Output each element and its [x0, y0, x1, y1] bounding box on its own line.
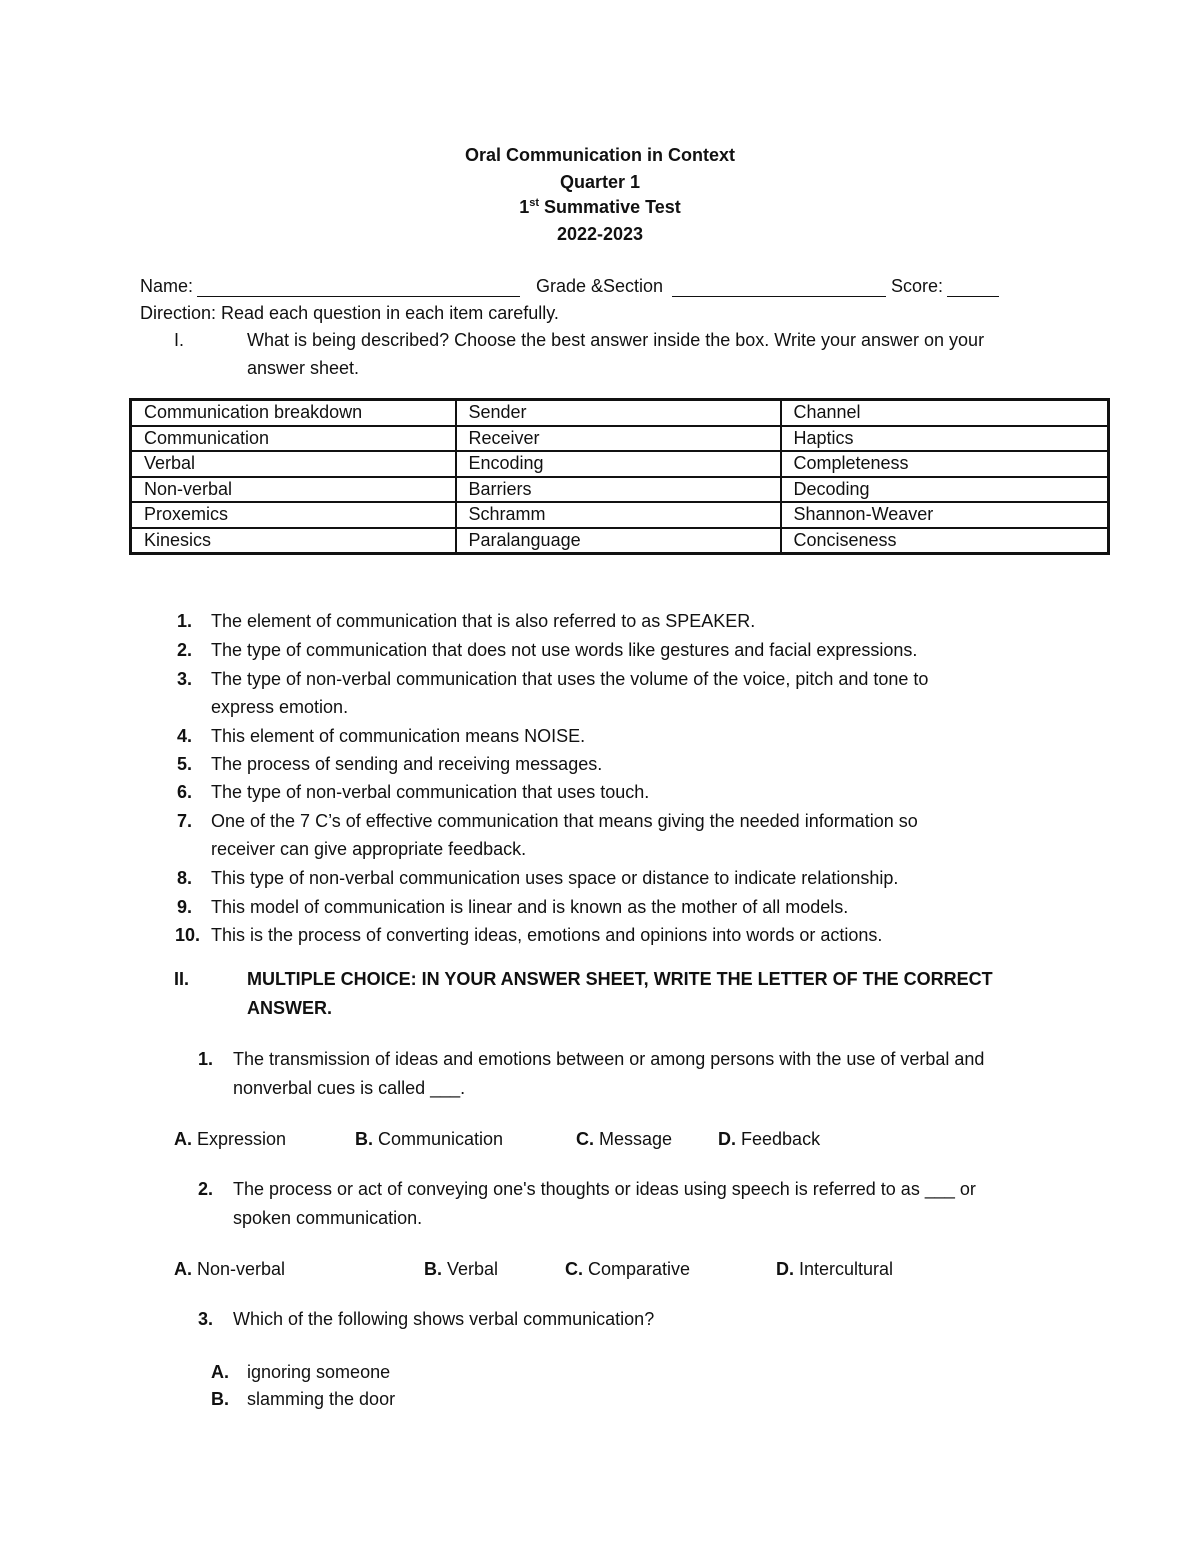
choice-text: Comparative: [588, 1259, 691, 1279]
name-label: Name:: [140, 276, 194, 296]
choice-text: Intercultural: [799, 1259, 894, 1279]
choice-c[interactable]: [576, 1129, 672, 1150]
item-text: The type of non-verbal communication that uses touch.: [211, 782, 650, 802]
test-ordinal: 1: [519, 197, 530, 217]
item-number: 2.: [176, 640, 192, 660]
table-cell: Encoding: [456, 451, 781, 477]
choice-letter: A.: [174, 1259, 192, 1279]
part2-instruction-line2: ANSWER.: [247, 998, 332, 1018]
answer-choices-table: [129, 398, 1110, 555]
score-blank[interactable]: [947, 296, 999, 297]
table-row: [131, 502, 1109, 528]
item-text: The type of non-verbal communication that uses the volume of the voice, pitch and tone to: [211, 669, 929, 689]
table-cell: Schramm: [456, 502, 781, 528]
direction-text: Direction: Read each question in each item carefully.: [140, 303, 559, 323]
test-name: Summative Test: [544, 197, 681, 217]
item-text-continued: receiver can give appropriate feedback.: [211, 839, 527, 859]
table-cell: Kinesics: [131, 528, 456, 554]
choice-letter: B.: [424, 1259, 442, 1279]
choice-b[interactable]: [424, 1259, 498, 1280]
table-cell: Haptics: [781, 426, 1109, 452]
school-year: 2022-2023: [556, 224, 644, 244]
choice-text: Communication: [378, 1129, 504, 1149]
quarter-label: Quarter 1: [559, 172, 641, 192]
question-text: The transmission of ideas and emotions between or among persons with the use of verbal and: [233, 1049, 985, 1069]
choice-a[interactable]: [211, 1362, 390, 1383]
item-text: This type of non-verbal communication uses space or distance to indicate relationship.: [211, 868, 899, 888]
table-row: [131, 400, 1109, 426]
document-title: Oral Communication in Context: [464, 145, 736, 165]
choice-letter: C.: [576, 1129, 594, 1149]
item-number: 10.: [174, 925, 200, 945]
table-row: [131, 477, 1109, 503]
table-cell: Sender: [456, 400, 781, 426]
choice-b[interactable]: [355, 1129, 503, 1150]
choice-letter: C.: [565, 1259, 583, 1279]
part1-instruction-line2: answer sheet.: [247, 358, 360, 378]
question-number: 1.: [197, 1049, 213, 1069]
name-blank[interactable]: [197, 296, 520, 297]
table-cell: Barriers: [456, 477, 781, 503]
question-number: 2.: [197, 1179, 213, 1199]
item-number: 5.: [176, 754, 192, 774]
grade-section-blank[interactable]: [672, 296, 886, 297]
choice-text: Verbal: [447, 1259, 499, 1279]
choice-text: Message: [599, 1129, 673, 1149]
item-number: 3.: [176, 669, 192, 689]
item-number: 7.: [176, 811, 192, 831]
table-cell: Non-verbal: [131, 477, 456, 503]
item-text: This model of communication is linear and is known as the mother of all models.: [211, 897, 849, 917]
choice-a[interactable]: [174, 1259, 285, 1280]
score-label: Score:: [891, 276, 944, 296]
choice-letter: B.: [211, 1389, 229, 1409]
choice-letter: D.: [776, 1259, 794, 1279]
choice-letter: B.: [355, 1129, 373, 1149]
choice-text: Non-verbal: [197, 1259, 286, 1279]
table-cell: Proxemics: [131, 502, 456, 528]
choice-b[interactable]: [211, 1389, 395, 1410]
table-cell: Decoding: [781, 477, 1109, 503]
table-cell: Verbal: [131, 451, 456, 477]
item-text-continued: express emotion.: [211, 697, 349, 717]
table-cell: Receiver: [456, 426, 781, 452]
test-ordinal-suffix: st: [529, 197, 540, 209]
item-text: This is the process of converting ideas, emotions and opinions into words or actions.: [211, 925, 883, 945]
item-number: 8.: [176, 868, 192, 888]
part2-instruction-line1: MULTIPLE CHOICE: IN YOUR ANSWER SHEET, WRITE THE LETTER OF THE CORRECT: [247, 969, 993, 989]
table-row: [131, 451, 1109, 477]
item-text: The type of communication that does not use words like gestures and facial expressions.: [211, 640, 918, 660]
choice-d[interactable]: [718, 1129, 820, 1150]
item-text: The process of sending and receiving messages.: [211, 754, 603, 774]
item-text: This element of communication means NOISE.: [211, 726, 586, 746]
part1-numeral: I.: [174, 330, 185, 350]
question-text-continued: nonverbal cues is called ___.: [233, 1078, 466, 1098]
table-cell: Communication: [131, 426, 456, 452]
table-cell: Channel: [781, 400, 1109, 426]
question-number: 3.: [197, 1309, 213, 1329]
table-cell: Shannon-Weaver: [781, 502, 1109, 528]
table-cell: Conciseness: [781, 528, 1109, 554]
item-number: 1.: [176, 611, 192, 631]
table-row: [131, 528, 1109, 554]
table-cell: Communication breakdown: [131, 400, 456, 426]
question-text: The process or act of conveying one's thoughts or ideas using speech is referred to as ___ or: [233, 1179, 976, 1199]
test-label: [0, 197, 1200, 218]
item-text: One of the 7 C’s of effective communication that means giving the needed information so: [211, 811, 918, 831]
question-text: Which of the following shows verbal communication?: [233, 1309, 655, 1329]
item-number: 9.: [176, 897, 192, 917]
table-cell: Paralanguage: [456, 528, 781, 554]
choice-c[interactable]: [565, 1259, 690, 1280]
item-number: 4.: [176, 726, 192, 746]
part2-numeral: II.: [174, 969, 190, 989]
table-cell: Completeness: [781, 451, 1109, 477]
choice-text: ignoring someone: [247, 1362, 391, 1382]
part1-instruction-line1: What is being described? Choose the best answer inside the box. Write your answer on your: [247, 330, 985, 350]
choice-letter: A.: [211, 1362, 229, 1382]
choice-letter: D.: [718, 1129, 736, 1149]
table-row: [131, 426, 1109, 452]
choice-text: Feedback: [741, 1129, 821, 1149]
question-text-continued: spoken communication.: [233, 1208, 423, 1228]
grade-section-label: Grade &Section: [536, 276, 664, 296]
choice-a[interactable]: [174, 1129, 286, 1150]
choice-text: Expression: [197, 1129, 287, 1149]
item-number: 6.: [176, 782, 192, 802]
choice-letter: A.: [174, 1129, 192, 1149]
choice-d[interactable]: [776, 1259, 893, 1280]
choice-text: slamming the door: [247, 1389, 396, 1409]
item-text: The element of communication that is also referred to as SPEAKER.: [211, 611, 756, 631]
